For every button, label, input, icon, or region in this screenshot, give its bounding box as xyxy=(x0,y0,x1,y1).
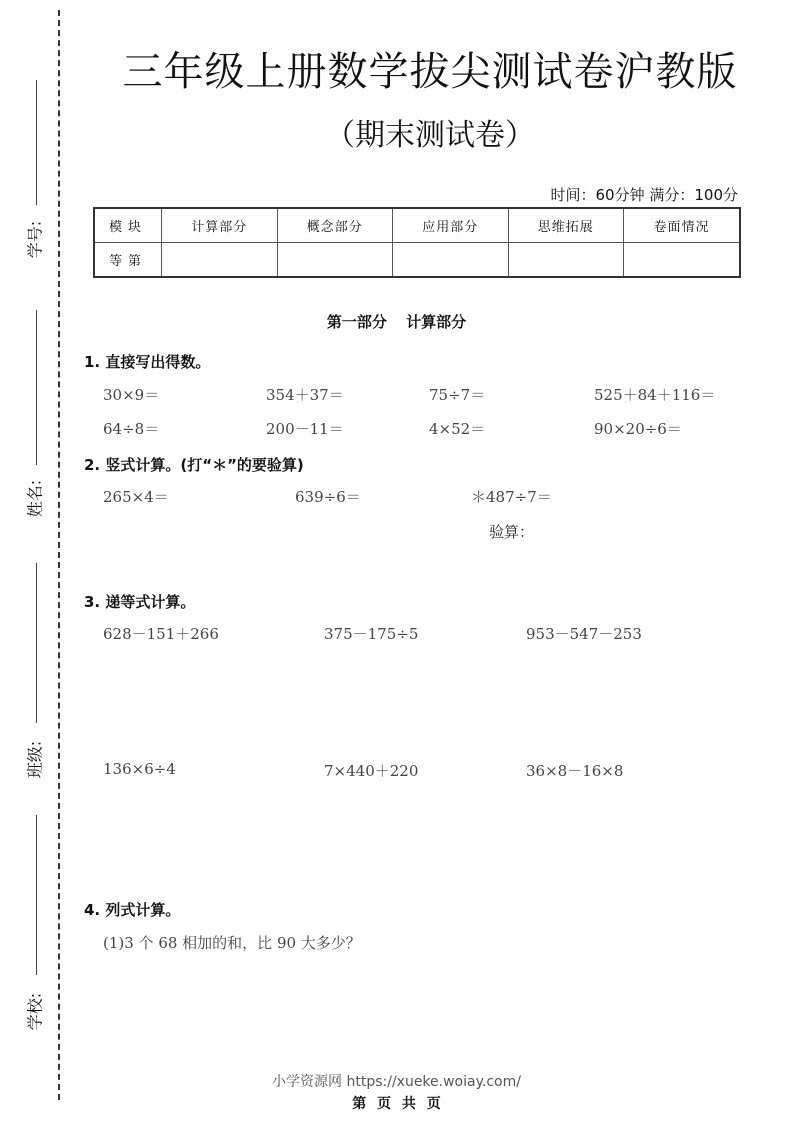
question-4-heading: 4. 列式计算。 xyxy=(84,901,181,919)
q3-item: 628－151＋266 xyxy=(103,625,219,643)
page-title: 三年级上册数学拔尖测试卷沪教版 xyxy=(122,49,738,95)
q1-item: 64÷8＝ xyxy=(103,420,160,438)
page-number: 第 页 共 页 xyxy=(352,1096,441,1112)
q2-item: ＊487÷7＝ xyxy=(471,488,552,506)
grade-input-cell[interactable] xyxy=(624,243,741,278)
score-cell: 计算部分 xyxy=(162,208,278,243)
school-label: 学校: xyxy=(25,992,45,1031)
score-cell: 概念部分 xyxy=(277,208,393,243)
question-3-heading: 3. 递等式计算。 xyxy=(84,593,196,611)
grade-input-cell[interactable] xyxy=(393,243,509,278)
q3-item: 953－547－253 xyxy=(526,625,642,643)
check-label: 验算： xyxy=(489,523,535,541)
student-id-label: 学号: xyxy=(25,220,45,259)
q1-item: 75÷7＝ xyxy=(429,386,486,404)
binding-cut-line xyxy=(58,10,60,1100)
school-blank[interactable] xyxy=(36,815,37,975)
score-table-header-row xyxy=(94,208,740,243)
score-cell: 思维拓展 xyxy=(508,208,624,243)
q1-item: 4×52＝ xyxy=(429,420,486,438)
q1-item: 200－11＝ xyxy=(266,420,344,438)
name-blank[interactable] xyxy=(36,310,37,465)
q3-item: 375－175÷5 xyxy=(324,625,419,643)
score-table xyxy=(93,207,741,278)
q1-item: 90×20÷6＝ xyxy=(594,420,682,438)
score-cell: 应用部分 xyxy=(393,208,509,243)
time-info: 时间：60分钟 满分：100分 xyxy=(550,186,738,204)
score-cell: 卷面情况 xyxy=(624,208,741,243)
score-table-grade-row xyxy=(94,243,740,278)
page-subtitle: （期末测试卷） xyxy=(325,118,535,153)
score-cell: 等第 xyxy=(94,243,162,278)
q4-item: (1)3 个 68 相加的和，比 90 大多少？ xyxy=(103,934,361,952)
score-cell: 模块 xyxy=(94,208,162,243)
q2-item: 265×4＝ xyxy=(103,488,169,506)
grade-input-cell[interactable] xyxy=(162,243,278,278)
q2-item: 639÷6＝ xyxy=(295,488,361,506)
question-1-heading: 1. 直接写出得数。 xyxy=(84,353,211,371)
q1-item: 354＋37＝ xyxy=(266,386,344,404)
q3-item: 136×6÷4 xyxy=(103,760,176,778)
grade-input-cell[interactable] xyxy=(508,243,624,278)
student-id-blank[interactable] xyxy=(36,80,37,205)
q3-item: 36×8－16×8 xyxy=(526,762,624,780)
class-label: 班级: xyxy=(25,740,45,779)
name-label: 姓名: xyxy=(25,479,45,518)
q1-item: 30×9＝ xyxy=(103,386,160,404)
q1-item: 525＋84＋116＝ xyxy=(594,386,716,404)
class-blank[interactable] xyxy=(36,563,37,723)
section-title: 第一部分 计算部分 xyxy=(326,313,467,331)
q3-item: 7×440＋220 xyxy=(324,762,419,780)
question-2-heading: 2. 竖式计算。(打“＊”的要验算) xyxy=(84,456,304,474)
source-watermark: 小学资源网 https://xueke.woiay.com/ xyxy=(272,1074,521,1090)
grade-input-cell[interactable] xyxy=(277,243,393,278)
